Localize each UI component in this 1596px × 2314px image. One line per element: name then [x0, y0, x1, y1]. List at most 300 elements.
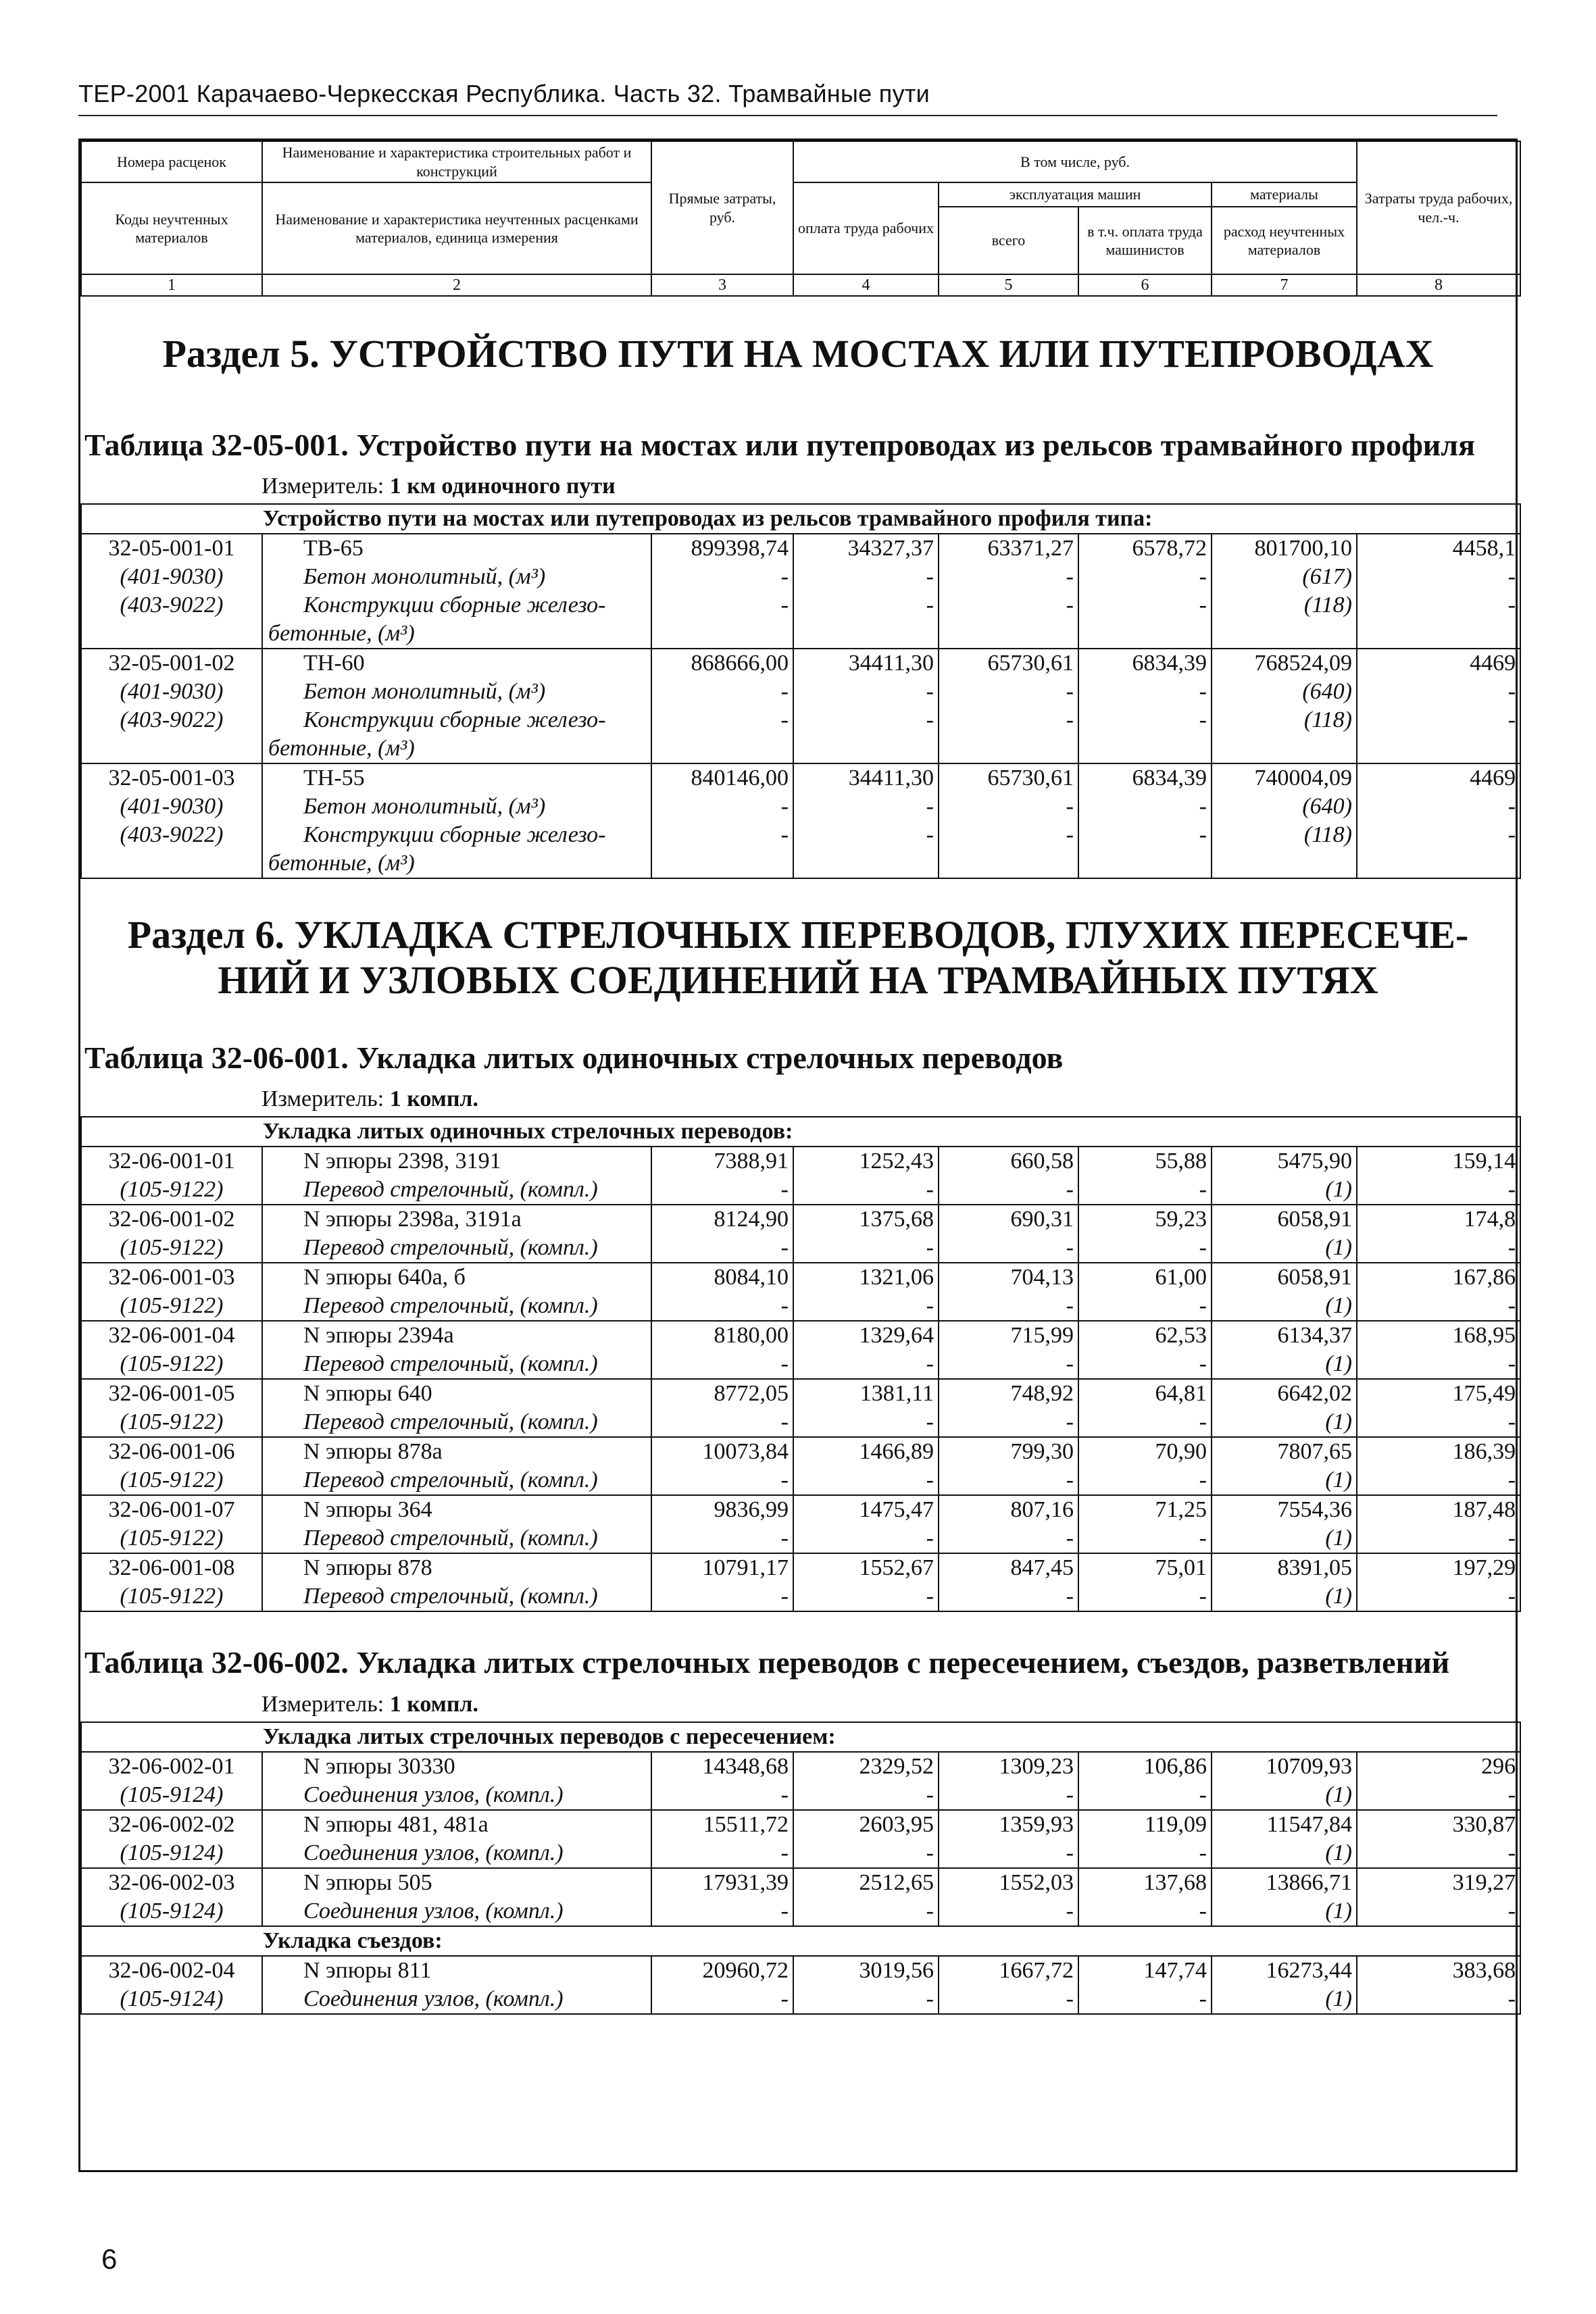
rate-code: 32-06-002-04 — [81, 1956, 262, 1985]
materials-cost: 6058,91 — [1212, 1263, 1357, 1292]
dash-cell: - — [651, 1350, 793, 1379]
work-name: N эпюры 481, 481а — [262, 1810, 651, 1839]
labor-pay: 1381,11 — [793, 1379, 939, 1408]
material-code: (105-9124) — [81, 1839, 262, 1868]
measure-line — [80, 474, 1516, 499]
material-code: (105-9122) — [81, 1466, 262, 1495]
direct-costs: 17931,39 — [651, 1868, 793, 1897]
machines-total: 65730,61 — [939, 763, 1078, 793]
direct-costs: 10073,84 — [651, 1437, 793, 1466]
direct-costs: 14348,68 — [651, 1752, 793, 1781]
dash-cell: - — [651, 1985, 793, 2014]
col-number: 4 — [793, 274, 939, 296]
table-32-05-001 — [80, 503, 1521, 879]
col-number: 2 — [262, 274, 651, 296]
material-code: (105-9122) — [81, 1582, 262, 1611]
dash-cell: - — [1357, 1524, 1520, 1553]
machines-header: эксплуатация машин — [939, 182, 1212, 207]
material-name: Конструкции сборные железо- — [262, 821, 651, 849]
rate-code: 32-06-001-01 — [81, 1147, 262, 1176]
labor-pay: 2329,52 — [793, 1752, 939, 1781]
dash-cell: - — [1078, 706, 1212, 734]
table-caption: Укладка литых стрелочных переводов с пересечением: — [81, 1722, 1520, 1752]
material-code: (105-9122) — [81, 1176, 262, 1205]
materials-cost: 801700,10 — [1212, 534, 1357, 563]
labor-hours: 197,29 — [1357, 1553, 1520, 1582]
machinist-pay: 106,86 — [1078, 1752, 1212, 1781]
labor-hours: 186,39 — [1357, 1437, 1520, 1466]
dash-cell: - — [1078, 821, 1212, 849]
work-name: ТВ-65 — [262, 534, 651, 563]
materials-cost: 6134,37 — [1212, 1321, 1357, 1350]
dash-cell: - — [1078, 1985, 1212, 2014]
dash-cell: - — [939, 563, 1078, 591]
dash-cell: - — [1078, 1781, 1212, 1810]
empty-cell — [651, 620, 793, 649]
material-name: Конструкции сборные железо- — [262, 591, 651, 620]
labor-hours: 159,14 — [1357, 1147, 1520, 1176]
material-code: (401-9030) — [81, 793, 262, 821]
work-name: N эпюры 878а — [262, 1437, 651, 1466]
dash-cell: - — [939, 591, 1078, 620]
dash-cell: - — [793, 706, 939, 734]
dash-cell: - — [939, 1781, 1078, 1810]
dash-cell: - — [939, 1524, 1078, 1553]
work-name: N эпюры 505 — [262, 1868, 651, 1897]
col4-header: оплата труда рабочих — [793, 182, 939, 274]
rate-code: 32-06-001-02 — [81, 1205, 262, 1234]
material-name: Соединения узлов, (компл.) — [262, 1839, 651, 1868]
labor-hours: 383,68 — [1357, 1956, 1520, 1985]
machines-total: 715,99 — [939, 1321, 1078, 1350]
dash-cell: - — [793, 591, 939, 620]
col8-header: Затраты труда рабочих, чел.-ч. — [1357, 141, 1520, 274]
dash-cell: - — [651, 563, 793, 591]
machines-total: 65730,61 — [939, 649, 1078, 678]
empty-cell — [81, 734, 262, 763]
col-number: 3 — [651, 274, 793, 296]
dash-cell: - — [1357, 678, 1520, 706]
materials-header: материалы — [1212, 182, 1357, 207]
dash-cell: - — [651, 1292, 793, 1321]
dash-cell: - — [651, 1839, 793, 1868]
dash-cell: - — [651, 1781, 793, 1810]
direct-costs: 7388,91 — [651, 1147, 793, 1176]
labor-hours: 187,48 — [1357, 1495, 1520, 1524]
table-caption: Укладка литых одиночных стрелочных переводов: — [81, 1117, 1520, 1147]
labor-pay: 2603,95 — [793, 1810, 939, 1839]
measure-value: 1 км одиночного пути — [389, 474, 616, 499]
material-name-cont: бетонные, (м³) — [262, 734, 651, 763]
table-caption: Устройство пути на мостах или путепроводах из рельсов трамвайного профиля типа: — [81, 504, 1520, 534]
material-name: Конструкции сборные железо- — [262, 706, 651, 734]
material-code: (105-9122) — [81, 1234, 262, 1263]
material-qty: (1) — [1212, 1897, 1357, 1926]
material-name: Перевод стрелочный, (компл.) — [262, 1408, 651, 1437]
dash-cell: - — [651, 1466, 793, 1495]
dash-cell: - — [1078, 1408, 1212, 1437]
machines-total: 1552,03 — [939, 1868, 1078, 1897]
machinist-pay: 62,53 — [1078, 1321, 1212, 1350]
labor-hours: 167,86 — [1357, 1263, 1520, 1292]
dash-cell: - — [793, 1408, 939, 1437]
work-name: N эпюры 364 — [262, 1495, 651, 1524]
rate-code: 32-05-001-03 — [81, 763, 262, 793]
empty-cell — [793, 620, 939, 649]
header-rule — [78, 115, 1497, 116]
rate-code: 32-06-001-07 — [81, 1495, 262, 1524]
col1-header-bottom: Коды неучтенных материалов — [81, 182, 262, 274]
col-number: 1 — [81, 274, 262, 296]
material-name: Перевод стрелочный, (компл.) — [262, 1350, 651, 1379]
material-name: Перевод стрелочный, (компл.) — [262, 1234, 651, 1263]
dash-cell: - — [793, 1176, 939, 1205]
dash-cell: - — [651, 821, 793, 849]
document-frame — [78, 139, 1518, 2172]
labor-pay: 1466,89 — [793, 1437, 939, 1466]
rate-code: 32-06-002-01 — [81, 1752, 262, 1781]
dash-cell: - — [939, 821, 1078, 849]
machines-total: 690,31 — [939, 1205, 1078, 1234]
materials-cost: 11547,84 — [1212, 1810, 1357, 1839]
material-qty: (1) — [1212, 1582, 1357, 1611]
col-number: 5 — [939, 274, 1078, 296]
rate-code: 32-05-001-02 — [81, 649, 262, 678]
table-32-06-001 — [80, 1116, 1521, 1612]
empty-cell — [81, 849, 262, 878]
work-name: N эпюры 640а, б — [262, 1263, 651, 1292]
dash-cell: - — [793, 1350, 939, 1379]
rate-code: 32-06-001-08 — [81, 1553, 262, 1582]
dash-cell: - — [651, 1582, 793, 1611]
empty-cell — [793, 849, 939, 878]
material-name: Соединения узлов, (компл.) — [262, 1985, 651, 2014]
table-caption: Укладка съездов: — [81, 1926, 1520, 1956]
material-name: Перевод стрелочный, (компл.) — [262, 1582, 651, 1611]
work-name: N эпюры 811 — [262, 1956, 651, 1985]
materials-cost: 6058,91 — [1212, 1205, 1357, 1234]
work-name: N эпюры 878 — [262, 1553, 651, 1582]
dash-cell: - — [793, 1897, 939, 1926]
table-title-text: Таблица 32-05-001. Устройство пути на мостах или путепроводах из рельсов трамвайного профиля — [84, 427, 1476, 462]
measure-line — [80, 1086, 1516, 1112]
dash-cell: - — [793, 793, 939, 821]
dash-cell: - — [1357, 1985, 1520, 2014]
empty-cell — [939, 620, 1078, 649]
material-qty: (640) — [1212, 678, 1357, 706]
material-qty: (617) — [1212, 563, 1357, 591]
machines-total: 63371,27 — [939, 534, 1078, 563]
direct-costs: 899398,74 — [651, 534, 793, 563]
machinist-pay: 55,88 — [1078, 1147, 1212, 1176]
dash-cell: - — [939, 793, 1078, 821]
material-qty: (1) — [1212, 1234, 1357, 1263]
material-name: Перевод стрелочный, (компл.) — [262, 1176, 651, 1205]
section-5 — [80, 332, 1516, 879]
materials-cost: 8391,05 — [1212, 1553, 1357, 1582]
material-qty: (1) — [1212, 1839, 1357, 1868]
section-6 — [80, 913, 1516, 2014]
dash-cell: - — [1078, 1350, 1212, 1379]
table-32-06-001-title: Таблица 32-06-001. Укладка литых одиночных стрелочных переводов — [84, 1040, 1064, 1075]
labor-hours: 296 — [1357, 1752, 1520, 1781]
dash-cell: - — [939, 1985, 1078, 2014]
page-number: 6 — [101, 2243, 118, 2275]
material-code: (105-9124) — [81, 1985, 262, 2014]
labor-pay: 34411,30 — [793, 649, 939, 678]
labor-hours: 4458,1 — [1357, 534, 1520, 563]
labor-pay: 1321,06 — [793, 1263, 939, 1292]
dash-cell: - — [793, 1292, 939, 1321]
dash-cell: - — [651, 1234, 793, 1263]
dash-cell: - — [1357, 1408, 1520, 1437]
machinist-pay: 119,09 — [1078, 1810, 1212, 1839]
section-6-title-line-2: НИЙ И УЗЛОВЫХ СОЕДИНЕНИЙ НА ТРАМВАЙНЫХ ПУТЯХ — [218, 957, 1378, 1002]
material-name: Бетон монолитный, (м³) — [262, 563, 651, 591]
material-qty: (118) — [1212, 821, 1357, 849]
material-name: Бетон монолитный, (м³) — [262, 678, 651, 706]
machinist-pay: 6834,39 — [1078, 763, 1212, 793]
work-name: N эпюры 2398а, 3191а — [262, 1205, 651, 1234]
section-6-title-line-1: Раздел 6. УКЛАДКА СТРЕЛОЧНЫХ ПЕРЕВОДОВ, ГЛУХИХ ПЕРЕСЕЧЕ- — [127, 913, 1469, 957]
col2-header-bottom: Наименование и характеристика неучтенных расценками материалов, единица измерения — [262, 182, 651, 274]
dash-cell: - — [651, 1176, 793, 1205]
materials-cost: 16273,44 — [1212, 1956, 1357, 1985]
labor-pay: 2512,65 — [793, 1868, 939, 1897]
dash-cell: - — [1357, 563, 1520, 591]
material-name: Соединения узлов, (компл.) — [262, 1781, 651, 1810]
dash-cell: - — [939, 1234, 1078, 1263]
direct-costs: 20960,72 — [651, 1956, 793, 1985]
dash-cell: - — [939, 678, 1078, 706]
material-qty: (1) — [1212, 1176, 1357, 1205]
measure-label: Измеритель: — [261, 474, 384, 499]
empty-cell — [939, 734, 1078, 763]
machinist-pay: 6834,39 — [1078, 649, 1212, 678]
dash-cell: - — [793, 1466, 939, 1495]
labor-pay: 34411,30 — [793, 763, 939, 793]
col-number: 7 — [1212, 274, 1357, 296]
material-code: (105-9122) — [81, 1350, 262, 1379]
machinist-pay: 61,00 — [1078, 1263, 1212, 1292]
material-qty: (118) — [1212, 591, 1357, 620]
dash-cell: - — [1357, 706, 1520, 734]
material-qty: (1) — [1212, 1466, 1357, 1495]
direct-costs: 840146,00 — [651, 763, 793, 793]
empty-cell — [939, 849, 1078, 878]
material-name: Бетон монолитный, (м³) — [262, 793, 651, 821]
col-number: 8 — [1357, 274, 1520, 296]
col1-header-top: Номера расценок — [81, 141, 262, 182]
empty-cell — [793, 734, 939, 763]
material-name-cont: бетонные, (м³) — [262, 849, 651, 878]
dash-cell: - — [793, 1985, 939, 2014]
col-number: 6 — [1078, 274, 1212, 296]
direct-costs: 8084,10 — [651, 1263, 793, 1292]
empty-cell — [1212, 620, 1357, 649]
dash-cell: - — [1357, 1582, 1520, 1611]
direct-costs: 8772,05 — [651, 1379, 793, 1408]
col7-header: расход неучтенных материалов — [1212, 207, 1357, 274]
work-name: N эпюры 30330 — [262, 1752, 651, 1781]
machines-total: 847,45 — [939, 1553, 1078, 1582]
labor-hours: 319,27 — [1357, 1868, 1520, 1897]
empty-cell — [1078, 849, 1212, 878]
machines-total: 1359,93 — [939, 1810, 1078, 1839]
dash-cell: - — [651, 1408, 793, 1437]
material-qty: (1) — [1212, 1985, 1357, 2014]
empty-cell — [1078, 734, 1212, 763]
measure-label: Измеритель: — [261, 1086, 384, 1112]
dash-cell: - — [793, 1582, 939, 1611]
rate-code: 32-06-002-03 — [81, 1868, 262, 1897]
direct-costs: 10791,17 — [651, 1553, 793, 1582]
empty-cell — [1212, 734, 1357, 763]
dash-cell: - — [1357, 1897, 1520, 1926]
dash-cell: - — [651, 793, 793, 821]
dash-cell: - — [1357, 1292, 1520, 1321]
dash-cell: - — [1357, 821, 1520, 849]
material-qty: (1) — [1212, 1292, 1357, 1321]
work-name: ТН-60 — [262, 649, 651, 678]
labor-pay: 1329,64 — [793, 1321, 939, 1350]
machinist-pay: 71,25 — [1078, 1495, 1212, 1524]
machinist-pay: 75,01 — [1078, 1553, 1212, 1582]
materials-cost: 768524,09 — [1212, 649, 1357, 678]
col3-header: Прямые затраты, руб. — [651, 141, 793, 274]
rate-code: 32-06-001-04 — [81, 1321, 262, 1350]
labor-pay: 1252,43 — [793, 1147, 939, 1176]
labor-pay: 1475,47 — [793, 1495, 939, 1524]
machines-total: 1667,72 — [939, 1956, 1078, 1985]
work-name: N эпюры 2398, 3191 — [262, 1147, 651, 1176]
dash-cell: - — [1357, 793, 1520, 821]
machinist-pay: 6578,72 — [1078, 534, 1212, 563]
dash-cell: - — [939, 1466, 1078, 1495]
empty-cell — [1212, 849, 1357, 878]
labor-hours: 4469 — [1357, 649, 1520, 678]
empty-cell — [81, 620, 262, 649]
empty-cell — [1357, 849, 1520, 878]
material-code: (105-9122) — [81, 1524, 262, 1553]
labor-hours: 175,49 — [1357, 1379, 1520, 1408]
dash-cell: - — [651, 1524, 793, 1553]
dash-cell: - — [1078, 1582, 1212, 1611]
machines-total: 748,92 — [939, 1379, 1078, 1408]
material-qty: (118) — [1212, 706, 1357, 734]
machinist-pay: 59,23 — [1078, 1205, 1212, 1234]
dash-cell: - — [939, 1176, 1078, 1205]
dash-cell: - — [939, 1897, 1078, 1926]
rate-code: 32-06-001-06 — [81, 1437, 262, 1466]
dash-cell: - — [939, 1408, 1078, 1437]
dash-cell: - — [651, 591, 793, 620]
col6-header: в т.ч. оплата труда машинистов — [1078, 207, 1212, 274]
machines-total: 807,16 — [939, 1495, 1078, 1524]
col5-header: всего — [939, 207, 1078, 274]
work-name: N эпюры 640 — [262, 1379, 651, 1408]
materials-cost: 5475,90 — [1212, 1147, 1357, 1176]
materials-cost: 6642,02 — [1212, 1379, 1357, 1408]
machines-total: 799,30 — [939, 1437, 1078, 1466]
material-code: (105-9122) — [81, 1408, 262, 1437]
dash-cell: - — [1078, 1839, 1212, 1868]
dash-cell: - — [1357, 1234, 1520, 1263]
dash-cell: - — [1078, 563, 1212, 591]
dash-cell: - — [793, 821, 939, 849]
material-name-cont: бетонные, (м³) — [262, 620, 651, 649]
rate-code: 32-06-001-05 — [81, 1379, 262, 1408]
dash-cell: - — [793, 678, 939, 706]
measure-value: 1 компл. — [389, 1086, 479, 1112]
material-qty: (1) — [1212, 1781, 1357, 1810]
materials-cost: 740004,09 — [1212, 763, 1357, 793]
work-name: ТН-55 — [262, 763, 651, 793]
material-code: (403-9022) — [81, 591, 262, 620]
dash-cell: - — [1357, 1781, 1520, 1810]
material-name: Перевод стрелочный, (компл.) — [262, 1292, 651, 1321]
dash-cell: - — [939, 1350, 1078, 1379]
direct-costs: 868666,00 — [651, 649, 793, 678]
dash-cell: - — [651, 706, 793, 734]
machinist-pay: 64,81 — [1078, 1379, 1212, 1408]
material-qty: (640) — [1212, 793, 1357, 821]
dash-cell: - — [1078, 678, 1212, 706]
labor-pay: 1552,67 — [793, 1553, 939, 1582]
machines-total: 704,13 — [939, 1263, 1078, 1292]
dash-cell: - — [1357, 1466, 1520, 1495]
table-32-06-002 — [80, 1721, 1521, 2015]
rate-code: 32-06-001-03 — [81, 1263, 262, 1292]
empty-cell — [651, 849, 793, 878]
dash-cell: - — [793, 1781, 939, 1810]
dash-cell: - — [939, 1292, 1078, 1321]
dash-cell: - — [1078, 1524, 1212, 1553]
column-header — [80, 141, 1521, 297]
dash-cell: - — [939, 1582, 1078, 1611]
dash-cell: - — [1357, 1839, 1520, 1868]
labor-hours: 174,8 — [1357, 1205, 1520, 1234]
material-code: (105-9124) — [81, 1897, 262, 1926]
direct-costs: 8180,00 — [651, 1321, 793, 1350]
dash-cell: - — [1078, 1176, 1212, 1205]
material-qty: (1) — [1212, 1524, 1357, 1553]
material-code: (105-9124) — [81, 1781, 262, 1810]
incl-header: В том числе, руб. — [793, 141, 1357, 182]
dash-cell: - — [1357, 1350, 1520, 1379]
page-header: ТЕР-2001 Карачаево-Черкесская Республика. Часть 32. Трамвайные пути — [78, 80, 930, 107]
materials-cost: 10709,93 — [1212, 1752, 1357, 1781]
material-name: Соединения узлов, (компл.) — [262, 1897, 651, 1926]
machinist-pay: 137,68 — [1078, 1868, 1212, 1897]
rate-code: 32-06-002-02 — [81, 1810, 262, 1839]
material-qty: (1) — [1212, 1408, 1357, 1437]
material-code: (401-9030) — [81, 563, 262, 591]
dash-cell: - — [939, 706, 1078, 734]
measure-value: 1 компл. — [389, 1691, 479, 1717]
material-qty: (1) — [1212, 1350, 1357, 1379]
col2-header-top: Наименование и характеристика строительных работ и конструкций — [262, 141, 651, 182]
material-code: (401-9030) — [81, 678, 262, 706]
machinist-pay: 147,74 — [1078, 1956, 1212, 1985]
dash-cell: - — [1078, 1466, 1212, 1495]
dash-cell: - — [1357, 591, 1520, 620]
material-code: (105-9122) — [81, 1292, 262, 1321]
materials-cost: 13866,71 — [1212, 1868, 1357, 1897]
measure-label: Измеритель: — [261, 1691, 384, 1717]
labor-hours: 4469 — [1357, 763, 1520, 793]
machinist-pay: 70,90 — [1078, 1437, 1212, 1466]
